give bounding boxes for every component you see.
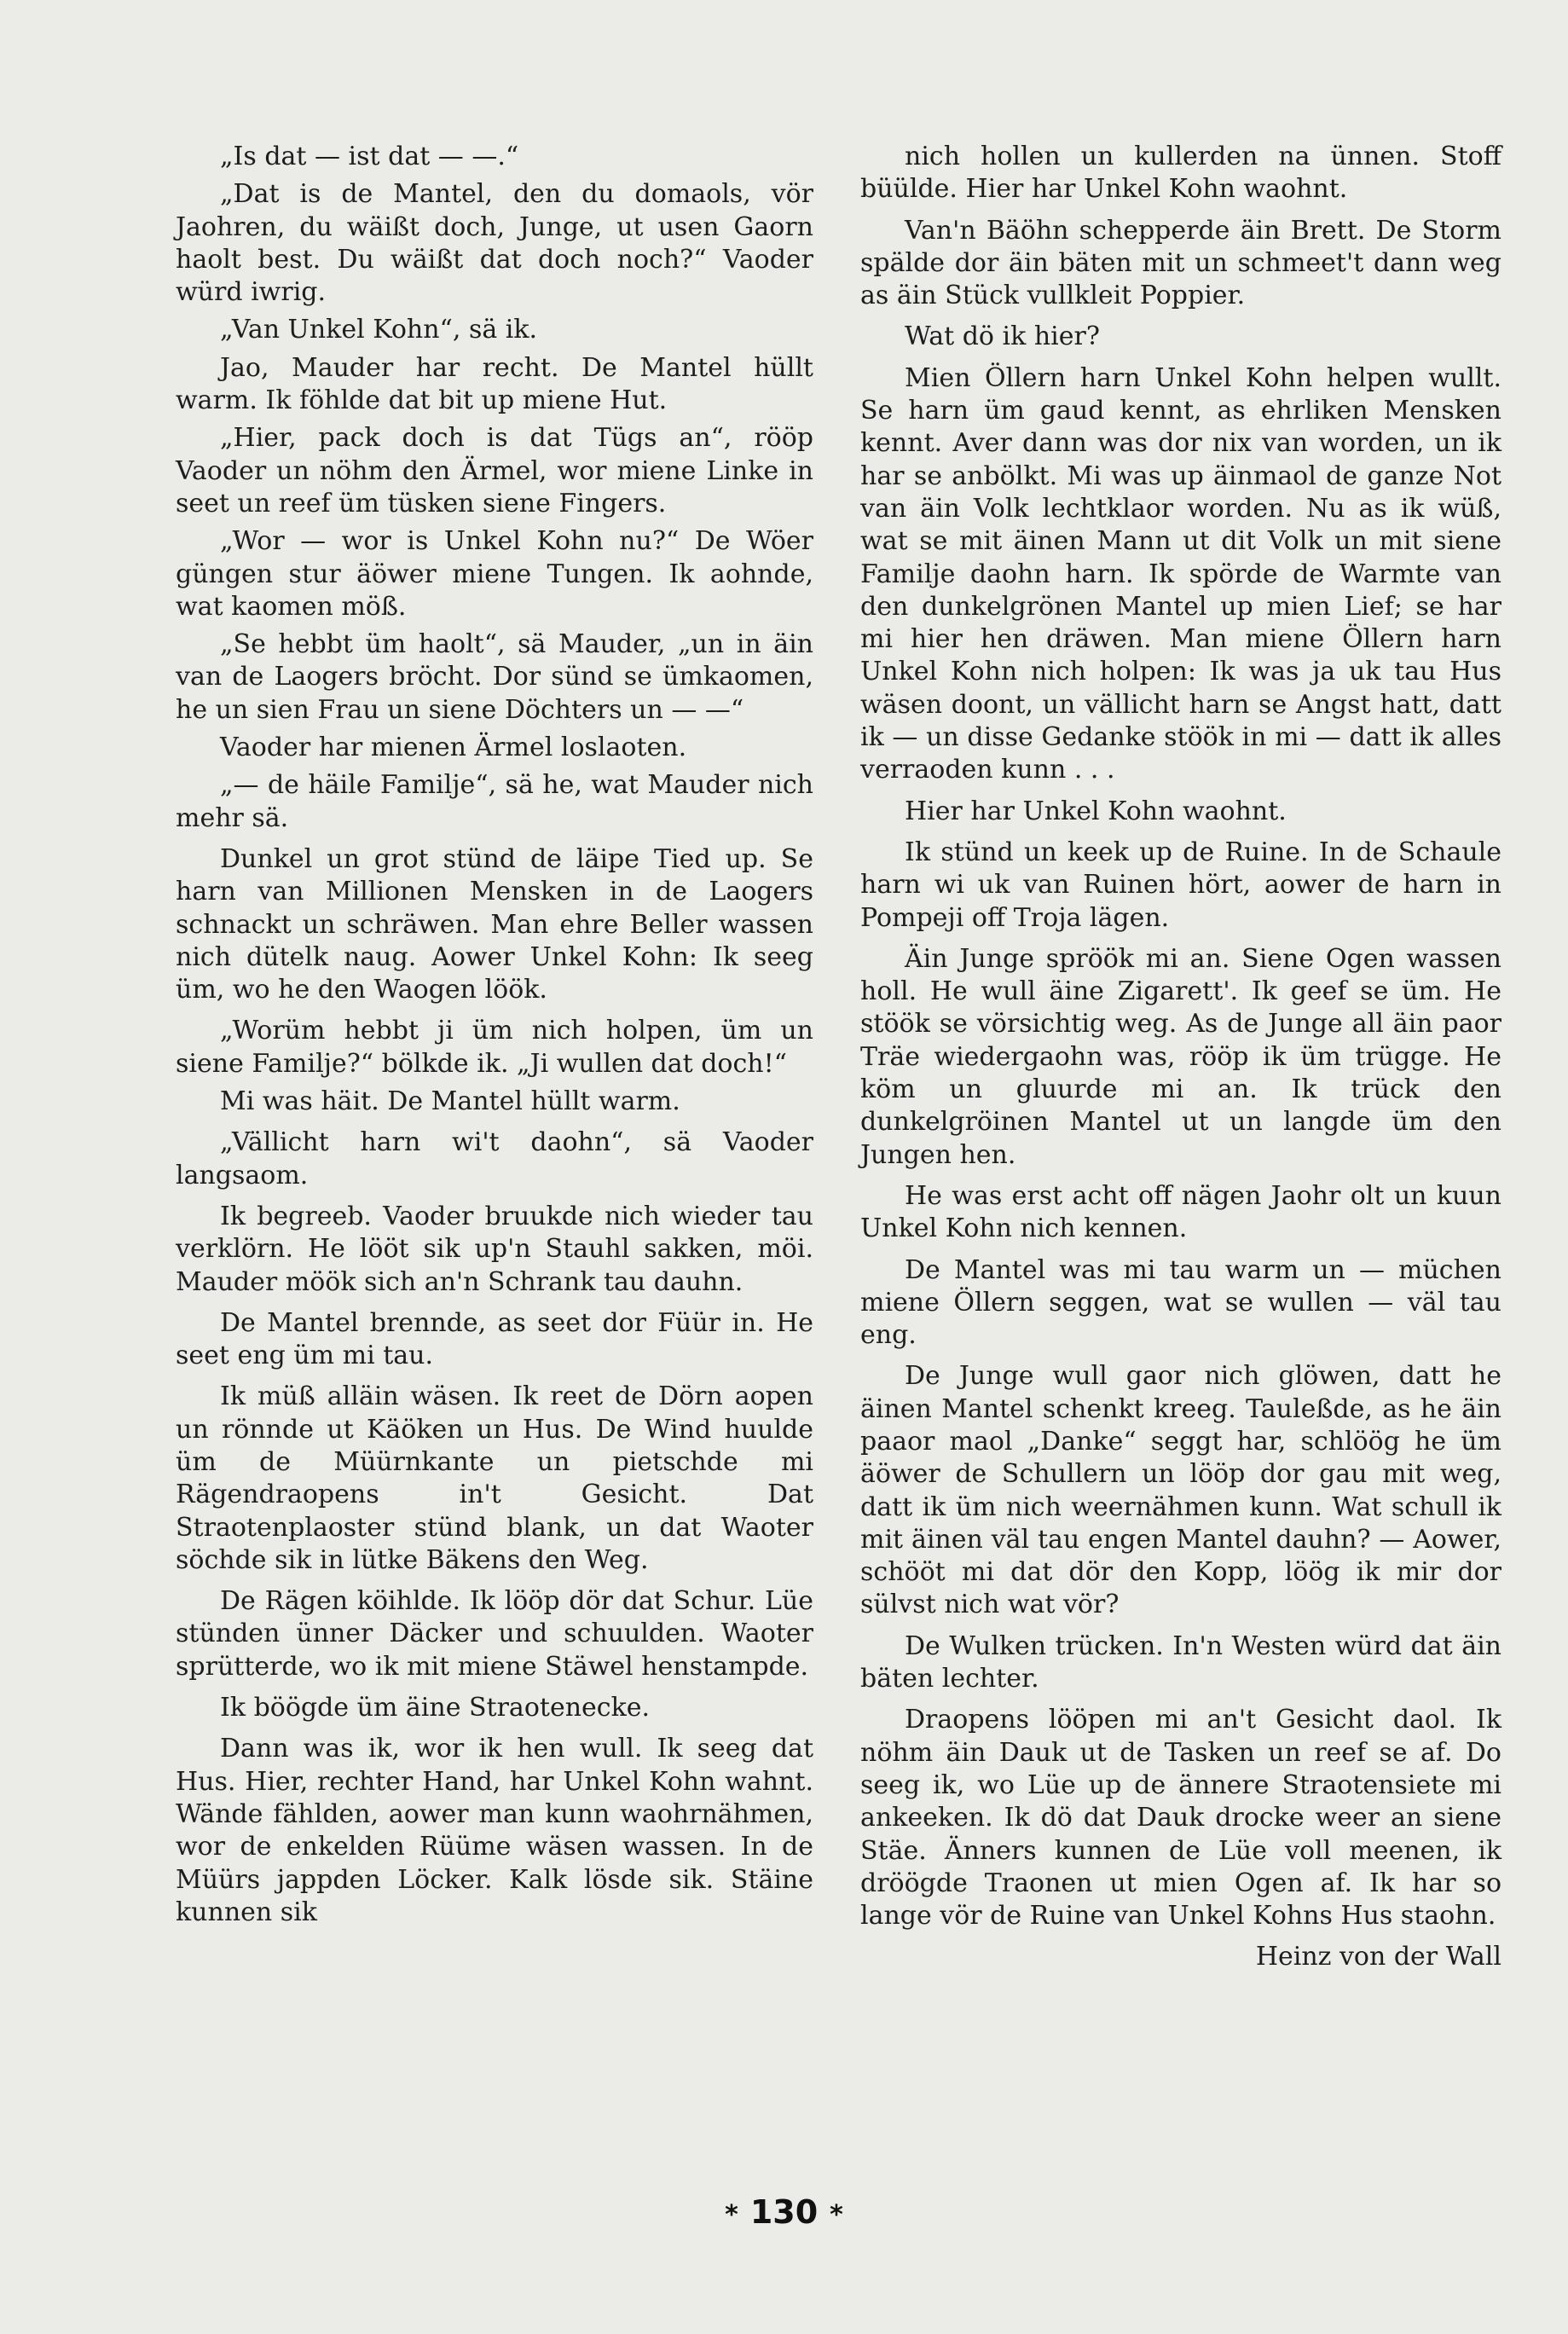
paragraph: Vaoder har mienen Ärmel loslaoten. bbox=[220, 733, 687, 763]
paragraph: Äin Junge spröök mi an. Siene Ogen wassen holl. He wull äine Zigarett'. Ik geef se üm. He stöök se vörsichtig weg. As de Junge all äin paor Träe wiedergaohn was, rööp ik üm trügge. He köm un gluurde mi an. Ik trück den dunkelgröinen Mantel ut un langde üm den Jungen hen. bbox=[860, 943, 1501, 1170]
paragraph: Ik böögde üm äine Straotenecke. bbox=[220, 1693, 651, 1723]
paragraph: He was erst acht off nägen Jaohr olt un kuun Unkel Kohn nich kennen. bbox=[860, 1180, 1501, 1244]
page-number: 130 bbox=[749, 2193, 819, 2231]
paragraph: Ik begreeb. Vaoder bruukde nich wieder tau verklörn. He lööt sik up'n Stauhl sakken, möi. Mauder möök sich an'n Schrank tau dauhn. bbox=[176, 1201, 813, 1297]
paragraph: „— de häile Familje“, sä he, wat Mauder nich mehr sä. bbox=[176, 770, 813, 833]
star-ornament-right: * bbox=[830, 2200, 843, 2230]
paragraph: nich hollen un kullerden na ünnen. Stoff büülde. Hier har Unkel Kohn waohnt. bbox=[860, 142, 1501, 205]
paragraph: Mien Öllern harn Unkel Kohn helpen wullt. Se harn üm gaud kennt, as ehrliken Mensken kennt. Aver dann was dor nix van worden, un ik har se anbölkt. Mi was up äinmaol de ganze Not van äin Volk lechtklaor worden. Nu as ik wüß, wat se mit äinen Mann ut dit Volk un mit siene Familje daohn harn. Ik spörde de Warmte van den dunkelgrönen Mantel up mien Lief; se har mi hier hen dräwen. Man miene Öllern harn Unkel Kohn nich holpen: Ik was ja uk tau Hus wäsen doont, un vällicht harn se Angst hatt, datt ik — un disse Gedanke stöök in mi — datt ik alles verraoden kunn . . . bbox=[860, 362, 1501, 785]
author-signature: Heinz von der Wall bbox=[1255, 1942, 1501, 1972]
left-column bbox=[176, 141, 813, 1937]
paragraph: „Van Unkel Kohn“, sä ik. bbox=[220, 315, 538, 345]
paragraph: Jao, Mauder har recht. De Mantel hüllt warm. Ik föhlde dat bit up miene Hut. bbox=[176, 352, 813, 416]
paragraph: Mi was häit. De Mantel hüllt warm. bbox=[220, 1086, 680, 1117]
paragraph: „Worüm hebbt ji üm nich holpen, üm un siene Familje?“ bölkde ik. „Ji wullen dat doch!“ bbox=[176, 1016, 813, 1079]
paragraph: Van'n Bäöhn schepperde äin Brett. De Storm spälde dor äin bäten mit un schmeet't dann weg as äin Stück vullkleit Poppier. bbox=[860, 215, 1501, 311]
paragraph: „Hier, pack doch is dat Tügs an“, rööp Vaoder un nöhm den Ärmel, wor miene Linke in seet un reef üm tüsken siene Fingers. bbox=[176, 423, 813, 518]
paragraph: Dunkel un grot stünd de läipe Tied up. Se harn van Millionen Mensken in de Laogers schnackt un schräwen. Man ehre Beller wassen nich dütelk naug. Aower Unkel Kohn: Ik seeg üm, wo he den Waogen löök. bbox=[176, 843, 813, 1005]
paragraph: De Mantel brennde, as seet dor Füür in. He seet eng üm mi tau. bbox=[176, 1307, 813, 1371]
paragraph: Wat dö ik hier? bbox=[905, 321, 1100, 352]
paragraph: De Wulken trücken. In'n Westen würd dat äin bäten lechter. bbox=[860, 1630, 1501, 1694]
paragraph: „Dat is de Mantel, den du domaols, vör Jaohren, du wäißt doch, Junge, ut usen Gaorn haolt best. Du wäißt dat doch noch?“ Vaoder würd iwrig. bbox=[176, 179, 813, 308]
paragraph: Dann was ik, wor ik hen wull. Ik seeg dat Hus. Hier, rechter Hand, har Unkel Kohn wahnt. Wände fählden, aower man kunn waohrnähmen, wor de enkelden Rüüme wäsen wassen. In de Müürs jappden Löcker. Kalk lösde sik. Stäine kunnen sik bbox=[176, 1734, 813, 1927]
paragraph: Hier har Unkel Kohn waohnt. bbox=[905, 796, 1287, 826]
paragraph: „Vällicht harn wi't daohn“, sä Vaoder langsaom. bbox=[176, 1127, 813, 1190]
paragraph: „Se hebbt üm haolt“, sä Mauder, „un in äin van de Laogers bröcht. Dor sünd se ümkaomen, he un sien Frau un siene Döchters un — —“ bbox=[176, 629, 813, 725]
paragraph: Draopens lööpen mi an't Gesicht daol. Ik nöhm äin Dauk ut de Tasken un reef se af. Do seeg ik, wo Lüe up de ännere Straotensiete mi ankeeken. Ik dö dat Dauk drocke weer an siene Stäe. Änners kunnen de Lüe voll meenen, ik dröögde Traonen ut mien Ogen af. Ik har so lange vör de Ruine van Unkel Kohns Hus staohn. bbox=[860, 1705, 1501, 1931]
star-ornament-left: * bbox=[725, 2200, 738, 2230]
right-column bbox=[860, 141, 1501, 1983]
page-number-footer bbox=[0, 2193, 1568, 2231]
paragraph: Ik müß alläin wäsen. Ik reet de Dörn aopen un rönnde ut Käöken un Hus. De Wind huulde üm de Müürnkante un pietschde mi Rägendraopens in't Gesicht. Dat Straotenplaoster stünd blank, un dat Waoter söchde sik in lütke Bäkens den Weg. bbox=[176, 1381, 813, 1575]
paragraph: „Wor — wor is Unkel Kohn nu?“ De Wöer güngen stur äöwer miene Tungen. Ik aohnde, wat kaomen möß. bbox=[176, 526, 813, 622]
paragraph: De Mantel was mi tau warm un — müchen miene Öllern seggen, wat se wullen — väl tau eng. bbox=[860, 1254, 1501, 1351]
paragraph: De Junge wull gaor nich glöwen, datt he äinen Mantel schenkt kreeg. Tauleßde, as he äin paaor maol „Danke“ seggt har, schlöög he üm äöwer de Schullern un lööp dor gau mit weg, datt ik üm nich weernähmen kunn. Wat schull ik mit äinen väl tau engen Mantel dauhn? — Aower, schööt mi dat dör den Kopp, löög ik mir dor sülvst nich wat vör? bbox=[860, 1361, 1501, 1620]
paragraph: „Is dat — ist dat — —.“ bbox=[220, 142, 519, 171]
paragraph: De Rägen köihlde. Ik lööp dör dat Schur. Lüe stünden ünner Däcker und schuulden. Waoter sprütterde, wo ik mit miene Stäwel henstampde. bbox=[176, 1586, 813, 1682]
paragraph: Ik stünd un keek up de Ruine. In de Schaule harn wi uk van Ruinen hört, aower de harn in Pompeji off Troja lägen. bbox=[860, 837, 1501, 933]
